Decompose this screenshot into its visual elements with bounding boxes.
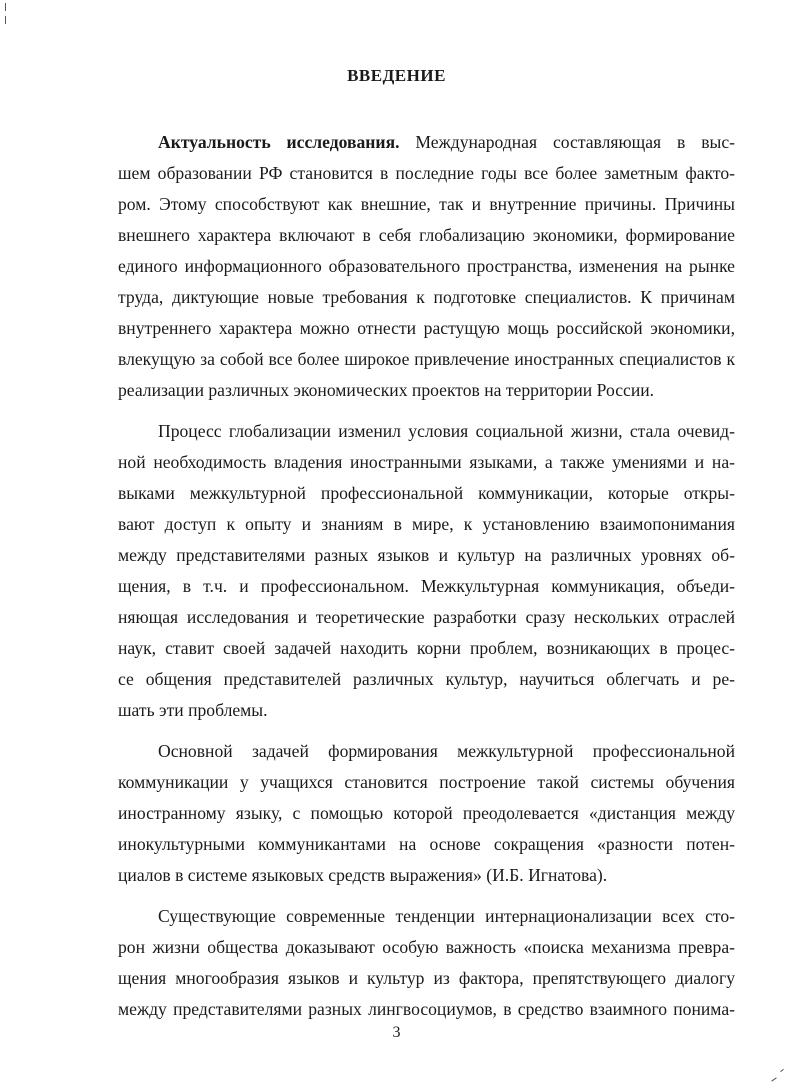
text-line: между представителями разных языков и культур на различных уровнях об- (118, 545, 735, 565)
text-line: се общения представителей различных культур, научиться облегчать и ре- (118, 669, 735, 689)
scan-margin-mark (5, 3, 6, 11)
text-line: реализации различных экономических проектов на территории России. (118, 380, 655, 400)
text-line: внешнего характера включают в себя глобализацию экономики, формирование (118, 225, 735, 245)
scan-margin-mark (5, 16, 6, 24)
paragraph-spacing (118, 406, 735, 416)
text-line: инокультурными коммуникантами на основе сокращения «разности потен- (118, 834, 735, 854)
paragraph (118, 416, 735, 726)
paragraph-spacing (118, 891, 735, 901)
text-line: иностранному языку, с помощью которой преодолевается «дистанция между (118, 803, 735, 823)
text-line: няющая исследования и теоретические разработки сразу нескольких отраслей (118, 607, 735, 627)
text-line: щения многообразия языков и культур из фактора, препятствующего диалогу (118, 968, 735, 988)
body-text (118, 127, 735, 1025)
text-line: шем образовании РФ становится в последние годы все более заметным факто- (118, 163, 735, 183)
section-lead-heading: Актуальность исследования. (158, 132, 400, 152)
page-number: 3 (392, 1024, 401, 1041)
text-line: циалов в системе языковых средств выражения» (И.Б. Игнатова). (118, 865, 608, 885)
text-line: рон жизни общества доказывают особую важность «поиска механизма превра- (118, 937, 735, 957)
paragraph (118, 127, 735, 406)
scan-corner-mark (780, 1069, 784, 1072)
text-line: между представителями разных лингвосоциумов, в средство взаимного понима- (118, 999, 735, 1019)
text-line: наук, ставит своей задачей находить корни проблем, возникающих в процес- (118, 638, 735, 658)
text-run: Международная составляющая в выс- (399, 132, 735, 152)
scan-corner-mark (771, 1077, 776, 1081)
paragraph (118, 736, 735, 891)
text-line: ной необходимость владения иностранными языками, а также умениями и на- (118, 452, 735, 472)
page-title: ВВЕДЕНИЕ (347, 66, 446, 85)
text-line: вают доступ к опыту и знаниям в мире, к установлению взаимопонимания (118, 514, 735, 534)
text-line: Существующие современные тенденции интернационализации всех сто- (158, 906, 735, 926)
text-line: Основной задачей формирования межкультурной профессиональной (158, 741, 735, 761)
text-line (118, 127, 735, 158)
text-line: внутреннего характера можно отнести растущую мощь российской экономики, (118, 318, 735, 338)
text-line: выками межкультурной профессиональной коммуникации, которые откры- (118, 483, 735, 503)
text-line: Процесс глобализации изменил условия социальной жизни, стала очевид- (158, 421, 735, 441)
paragraph (118, 901, 735, 1025)
text-line: шать эти проблемы. (118, 700, 268, 720)
paragraph-spacing (118, 726, 735, 736)
text-line: щения, в т.ч. и профессиональном. Межкультурная коммуникация, объеди- (118, 576, 735, 596)
text-line: единого информационного образовательного пространства, изменения на рынке (118, 256, 735, 276)
text-line: труда, диктующие новые требования к подготовке специалистов. К причинам (118, 287, 735, 307)
text-line: влекущую за собой все более широкое привлечение иностранных специалистов к (118, 349, 735, 369)
text-line: ром. Этому способствуют как внешние, так и внутренние причины. Причины (118, 194, 735, 214)
text-line: коммуникации у учащихся становится построение такой системы обучения (118, 772, 735, 792)
